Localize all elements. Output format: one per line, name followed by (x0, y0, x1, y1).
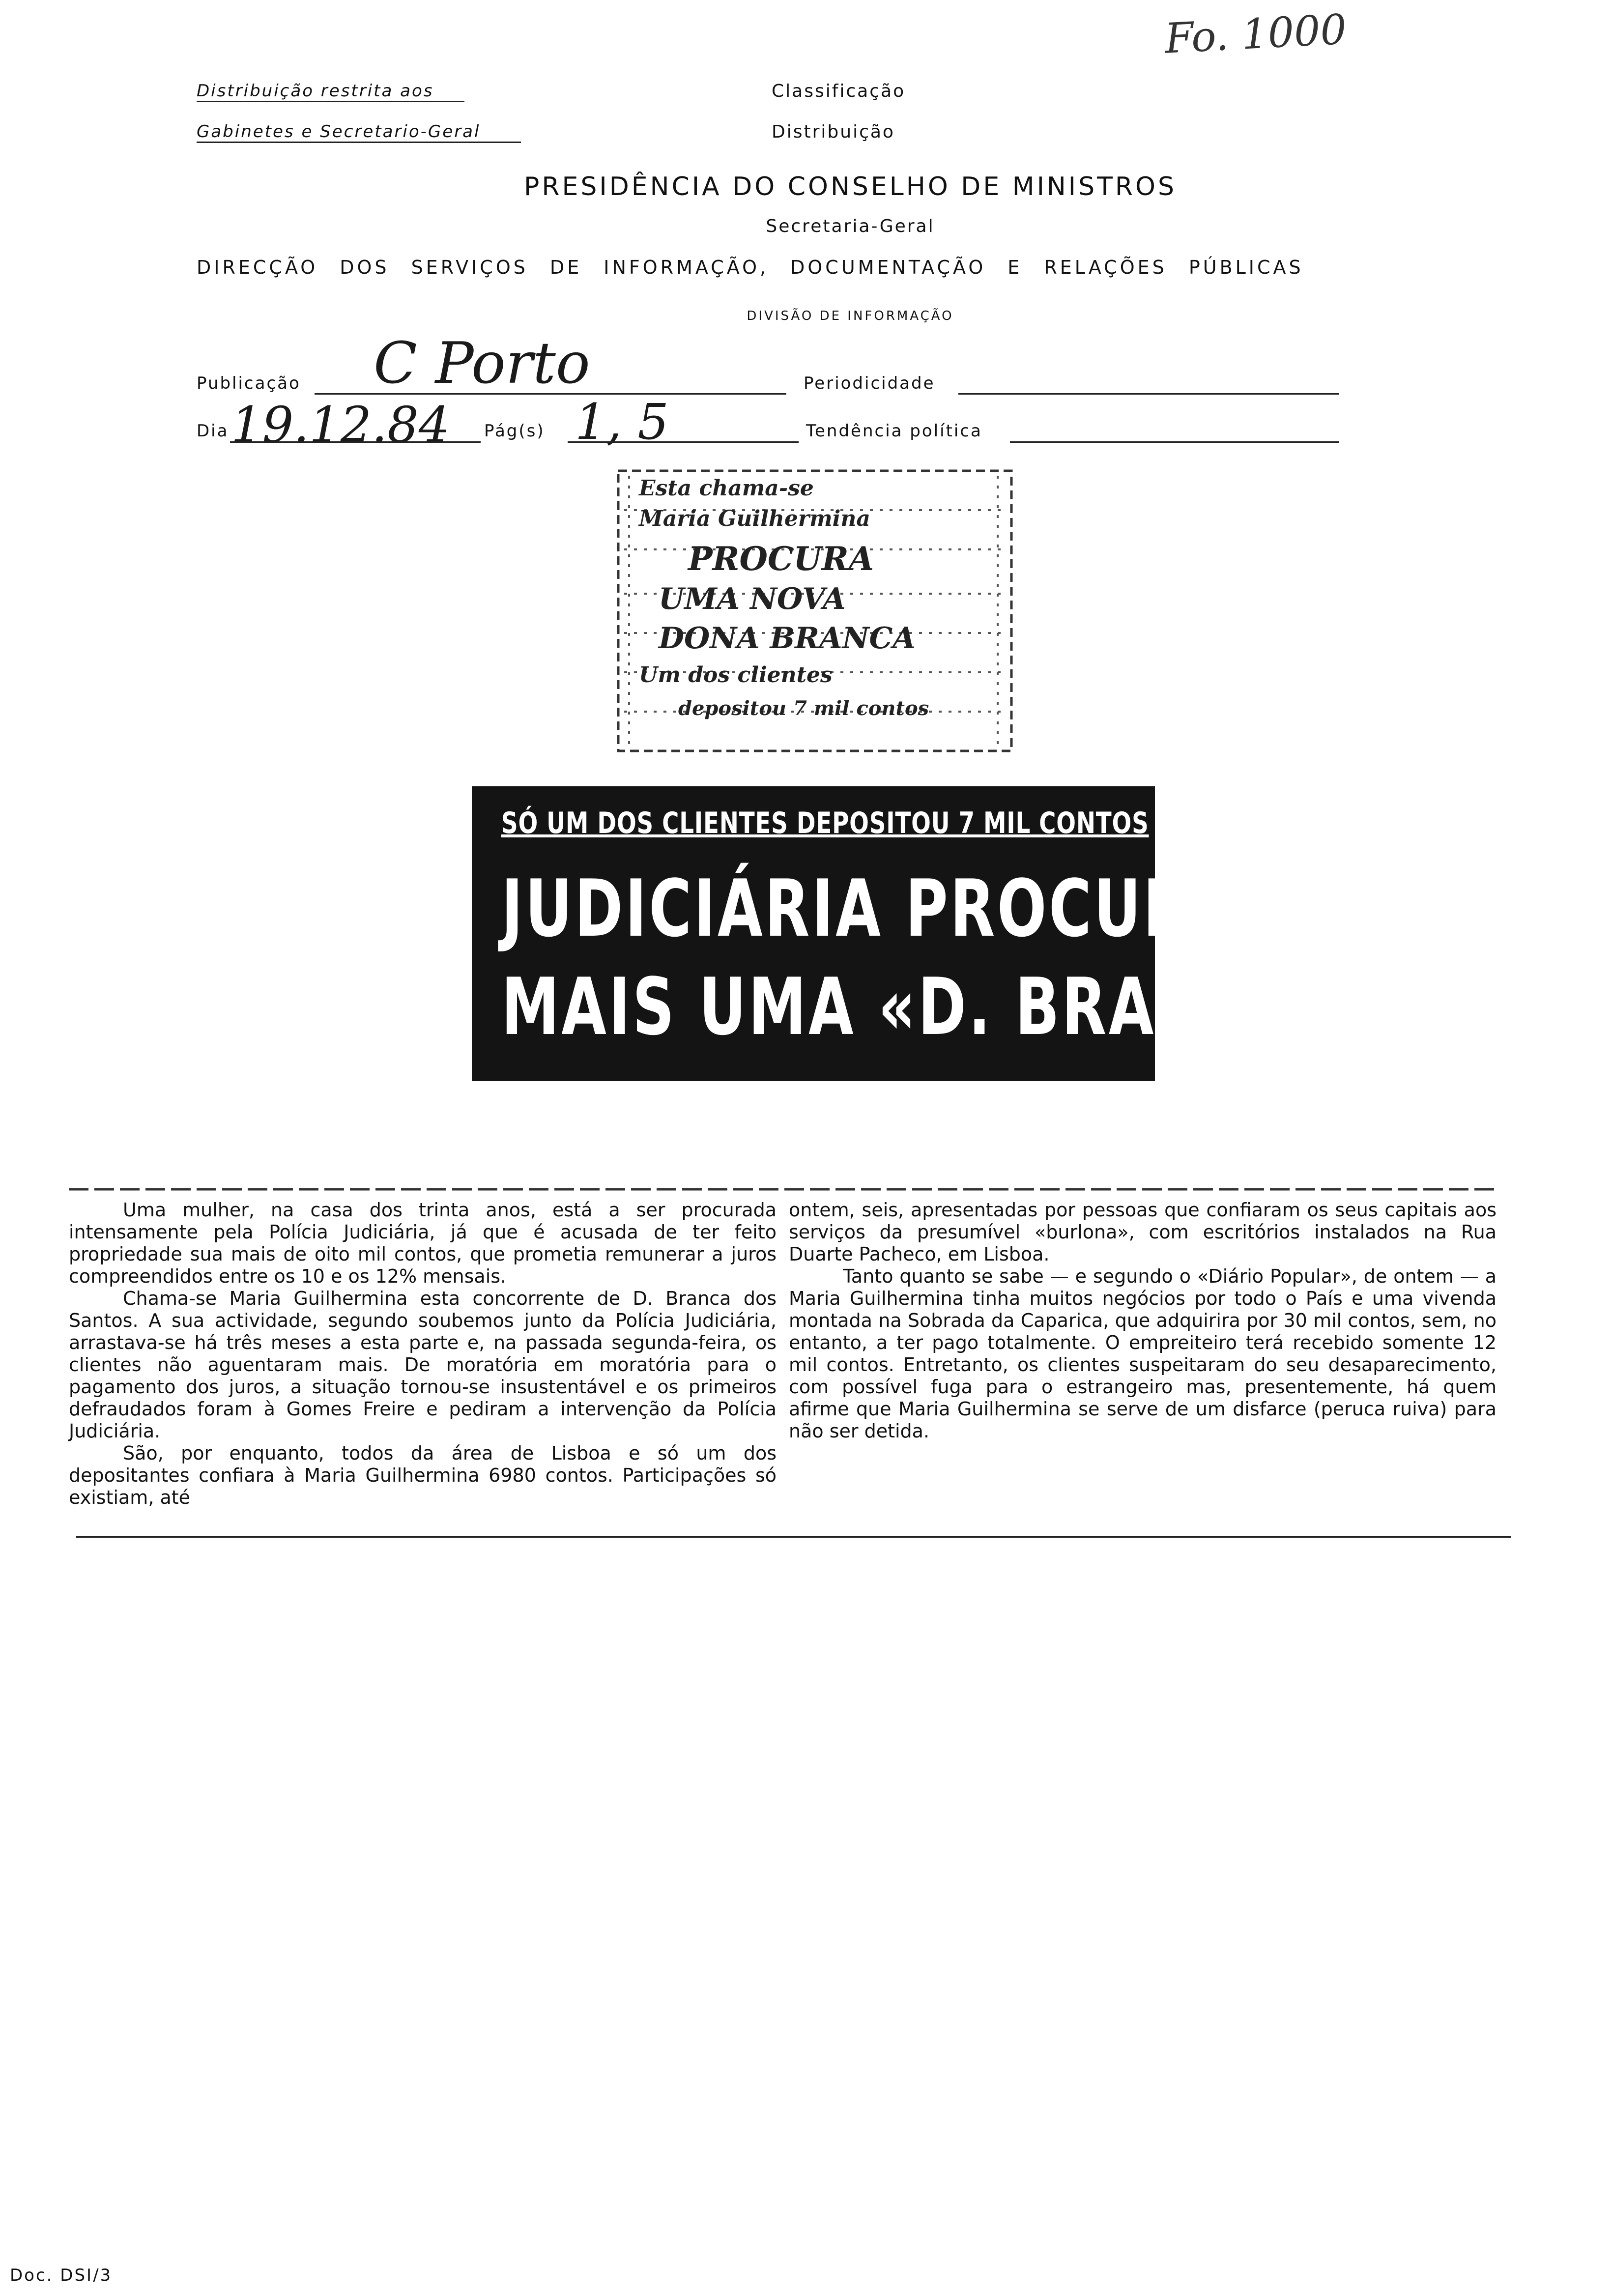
headline-line-1: JUDICIÁRIA PROCURA (501, 862, 1238, 954)
document-form-code: Doc. DSI/3 (10, 2266, 113, 2285)
day-field-line (230, 441, 481, 443)
clipping-line: depositou 7 mil contos (678, 697, 929, 720)
clipping-line: Maria Guilhermina (639, 506, 870, 531)
distribution-restriction-line-1: Distribuição restrita aos (197, 81, 434, 101)
political-tendency-label: Tendência política (806, 421, 982, 441)
clipping-line: DONA BRANCA (659, 621, 916, 656)
article-paragraph: São, por enquanto, todos da área de Lisboa e só um dos depositantes confiara à Maria Guilhermina 6980 contos. Participações só existiam, até (69, 1442, 777, 1508)
clipping-line: Esta chama-se (639, 476, 814, 501)
pages-field-line (568, 441, 799, 443)
direccao-servicos-heading: DIRECÇÃO DOS SERVIÇOS DE INFORMAÇÃO, DOCUMENTAÇÃO E RELAÇÕES PÚBLICAS (197, 257, 1304, 278)
article-paragraph: Tanto quanto se sabe — e segundo o «Diário Popular», de ontem — a Maria Guilhermina tinha muitos negócios por todo o País e uma vivenda montada na Sobrada da Caparica, que adquirira por 30 mil contos, sem, no entanto, a ter pago totalmente. O empreiteiro terá recebido somente 12 mil contos. Entretanto, os clientes suspeitaram do seu desaparecimento, com possível fuga para o estrangeiro mas, presentemente, há quem afirme que Maria Guilhermina se serve de um disfarce (peruca ruiva) para não ser detida. (789, 1265, 1497, 1442)
clipping-line: UMA NOVA (659, 582, 846, 616)
headline-clipping (472, 786, 1339, 1081)
article-paragraph: ontem, seis, apresentadas por pessoas que confiaram os seus capitais aos serviços da presumível «burlona», com escritórios instalados na Rua Duarte Pacheco, em Lisboa. (789, 1199, 1497, 1265)
distribution-label: Distribuição (772, 122, 895, 142)
article-paragraph: Chama-se Maria Guilhermina esta concorrente de D. Branca dos Santos. A sua actividade, segundo soubemos junto da Polícia Judiciária, arrastava-se há três meses a esta parte e, na passada segunda-feira, os clientes não aguentaram mais. De moratória em moratória para o pagamento dos juros, a situação tornou-se insustentável e os primeiros defraudados foram à Gomes Freire e pediram a intervenção da Polícia Judiciária. (69, 1288, 777, 1442)
headline-line-2: MAIS UMA «D. BRANCA» (501, 961, 1339, 1053)
pages-value: 1, 5 (575, 393, 669, 451)
divider (197, 142, 521, 143)
clipping-line: PROCURA (688, 540, 874, 578)
article-top-rule (69, 1179, 1499, 1199)
clipping-line: Um dos clientes (639, 662, 833, 688)
article-paragraph: Uma mulher, na casa dos trinta anos, está a ser procurada intensamente pela Polícia Judiciária, já que é acusada de ter feito propriedade sua mais de oito mil contos, que prometia remunerar a juros compreendidos entre os 10 e os 12% mensais. (69, 1199, 777, 1287)
front-page-clipping (614, 466, 1017, 756)
divider (197, 101, 464, 102)
handwritten-reference-note: Fo. 1000 (1163, 5, 1348, 63)
publication-field-line (315, 393, 786, 395)
distribution-restriction-line-2: Gabinetes e Secretario-Geral (197, 122, 481, 142)
day-value: 19.12.84 (231, 396, 450, 454)
day-label: Dia (197, 421, 229, 441)
publication-value: C Porto (374, 330, 590, 397)
periodicity-label: Periodicidade (804, 373, 935, 393)
publication-label: Publicação (197, 373, 301, 393)
secretaria-geral-subtitle: Secretaria-Geral (766, 216, 935, 236)
tendency-field-line (1010, 441, 1339, 443)
article-column-left (69, 1199, 777, 1509)
periodicity-field-line (958, 393, 1339, 395)
headline-kicker: SÓ UM DOS CLIENTES DEPOSITOU 7 MIL CONTOS (501, 806, 1149, 840)
article-column-right (789, 1199, 1497, 1442)
classification-label: Classificação (772, 81, 906, 101)
divisao-informacao-heading: DIVISÃO DE INFORMAÇÃO (747, 309, 954, 323)
divider (76, 1536, 1511, 1538)
pages-label: Pág(s) (484, 421, 545, 441)
organization-title: PRESIDÊNCIA DO CONSELHO DE MINISTROS (524, 172, 1177, 201)
article-body (69, 1189, 1499, 1508)
